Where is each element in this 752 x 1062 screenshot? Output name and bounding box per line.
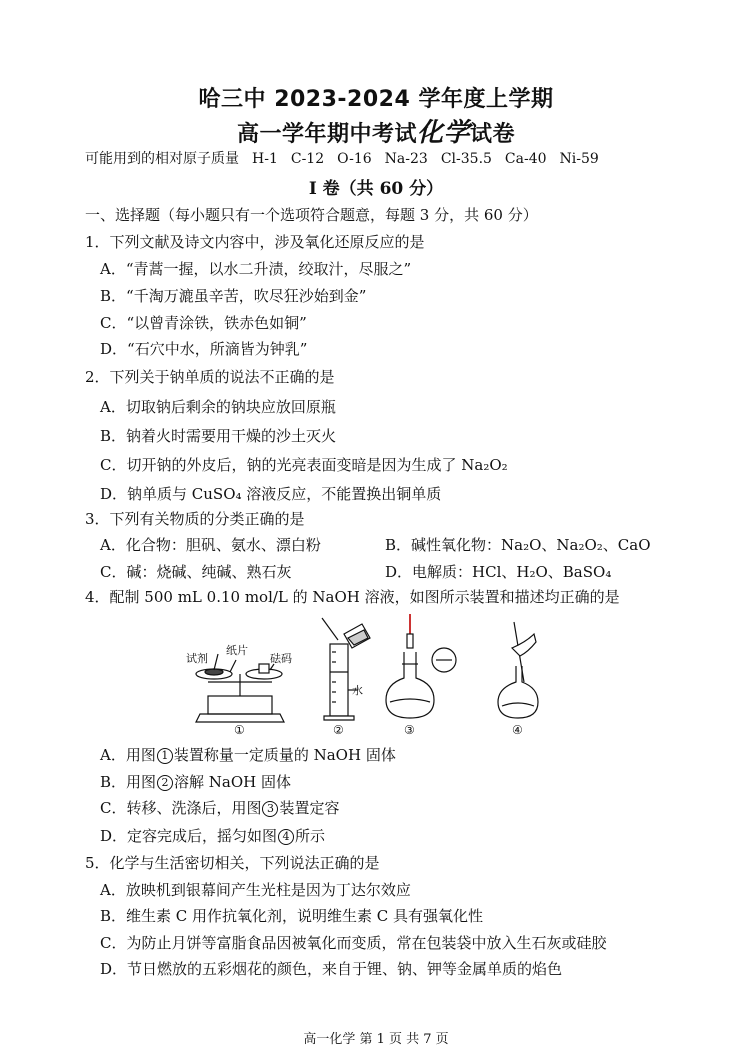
- q4-d-text-pre: D．定容完成后，摇匀如图: [100, 827, 278, 845]
- mass-o: O-16: [337, 151, 372, 167]
- page-footer: 高一化学 第 1 页 共 7 页: [303, 1032, 449, 1047]
- cylinder-figure: [322, 618, 370, 720]
- q5-option-c: C．为防止月饼等富脂食品因被氧化而变质，常在包装袋中放入生石灰或硅胶: [100, 934, 607, 952]
- part-instructions: 一、选择题（每小题只有一个选项符合题意，每题 3 分，共 60 分）: [85, 206, 538, 224]
- q5-stem: 5．化学与生活密切相关，下列说法正确的是: [85, 854, 380, 872]
- shaking-flask-figure: [498, 622, 538, 718]
- label-3: ③: [404, 723, 415, 737]
- exam-title-line2: [0, 112, 752, 149]
- q3-option-b: B．碱性氧化物：Na₂O、Na₂O₂、CaO: [385, 536, 651, 554]
- q1-option-d: D．“石穴中水，所滴皆为钟乳”: [100, 340, 308, 358]
- label-water: 水: [352, 684, 363, 697]
- exam-title-line1: 哈三中 2023-2024 学年度上学期: [198, 87, 554, 112]
- q4-d-text-post: 所示: [295, 827, 326, 845]
- q4-stem: 4．配制 500 mL 0.10 mol/L 的 NaOH 溶液，如图所示装置和描述均正确的是: [85, 588, 620, 606]
- figure-number-3: 3: [262, 801, 278, 817]
- q4-c-text-pre: C．转移、洗涤后，用图: [100, 799, 262, 817]
- mass-h: H-1: [252, 151, 278, 167]
- atomic-masses-line: [85, 148, 612, 168]
- label-reagent: 试剂: [186, 652, 208, 665]
- figure-number-1: 1: [157, 748, 173, 764]
- q4-a-text-pre: A．用图: [100, 746, 156, 764]
- q1-option-a: A．“青蒿一握，以水二升渍，绞取汁，尽服之”: [100, 260, 412, 278]
- figure-number-2: 2: [157, 775, 173, 791]
- q1-stem: 1．下列文献及诗文内容中，涉及氧化还原反应的是: [85, 233, 425, 251]
- mass-ca: Ca-40: [504, 151, 547, 167]
- q2-option-a: A．切取钠后剩余的钠块应放回原瓶: [100, 398, 336, 416]
- q3-stem: 3．下列有关物质的分类正确的是: [85, 510, 305, 528]
- title-suffix: 试卷: [470, 122, 516, 147]
- section-title: I 卷（共 60 分）: [308, 179, 444, 199]
- label-4: ④: [512, 723, 523, 737]
- q4-option-a: [100, 744, 396, 765]
- q2-option-d: D．钠单质与 CuSO₄ 溶液反应，不能置换出铜单质: [100, 485, 442, 503]
- q5-option-d: D．节日燃放的五彩烟花的颜色，来自于锂、钠、钾等金属单质的焰色: [100, 960, 563, 978]
- label-weight: 砝码: [270, 652, 292, 665]
- q4-a-text-post: 装置称量一定质量的 NaOH 固体: [173, 746, 396, 764]
- q1-option-c: C．“以曾青涂铁，铁赤色如铜”: [100, 314, 307, 332]
- mass-na: Na-23: [384, 151, 428, 167]
- q4-c-text-post: 装置定容: [279, 799, 340, 817]
- mass-c: C-12: [290, 151, 325, 167]
- q3-option-c: C．碱：烧碱、纯碱、熟石灰: [100, 563, 292, 581]
- q4-option-d: [100, 825, 325, 846]
- q2-option-b: B．钠着火时需要用干燥的沙土灭火: [100, 427, 337, 445]
- q4-option-b: [100, 771, 291, 792]
- atomic-masses-label: 可能用到的相对原子质量: [85, 151, 239, 167]
- q4-b-text-pre: B．用图: [100, 773, 157, 791]
- mass-ni: Ni-59: [559, 151, 599, 167]
- label-1: ①: [234, 723, 245, 737]
- q4-apparatus-figure: [180, 612, 560, 738]
- volumetric-flask-figure: [386, 614, 456, 718]
- label-2: ②: [333, 723, 344, 737]
- q4-b-text-post: 溶解 NaOH 固体: [174, 773, 292, 791]
- label-paper: 纸片: [226, 644, 248, 657]
- q1-option-b: B．“千淘万漉虽辛苦，吹尽狂沙始到金”: [100, 287, 367, 305]
- q3-option-a: A．化合物：胆矾、氨水、漂白粉: [100, 536, 321, 554]
- title-prefix: 高一学年期中考试: [236, 122, 417, 147]
- mass-cl: Cl-35.5: [440, 151, 492, 167]
- q5-option-a: A．放映机到银幕间产生光柱是因为丁达尔效应: [100, 881, 411, 899]
- q2-stem: 2．下列关于钠单质的说法不正确的是: [85, 368, 335, 386]
- q5-option-b: B．维生素 C 用作抗氧化剂，说明维生素 C 具有强氧化性: [100, 907, 484, 925]
- q2-option-c: C．切开钠的外皮后，钠的光亮表面变暗是因为生成了 Na₂O₂: [100, 456, 508, 474]
- figure-number-4: 4: [278, 829, 294, 845]
- q4-option-c: [100, 797, 340, 818]
- title-subject: 化学: [416, 118, 470, 148]
- q3-option-d: D．电解质：HCl、H₂O、BaSO₄: [385, 563, 612, 581]
